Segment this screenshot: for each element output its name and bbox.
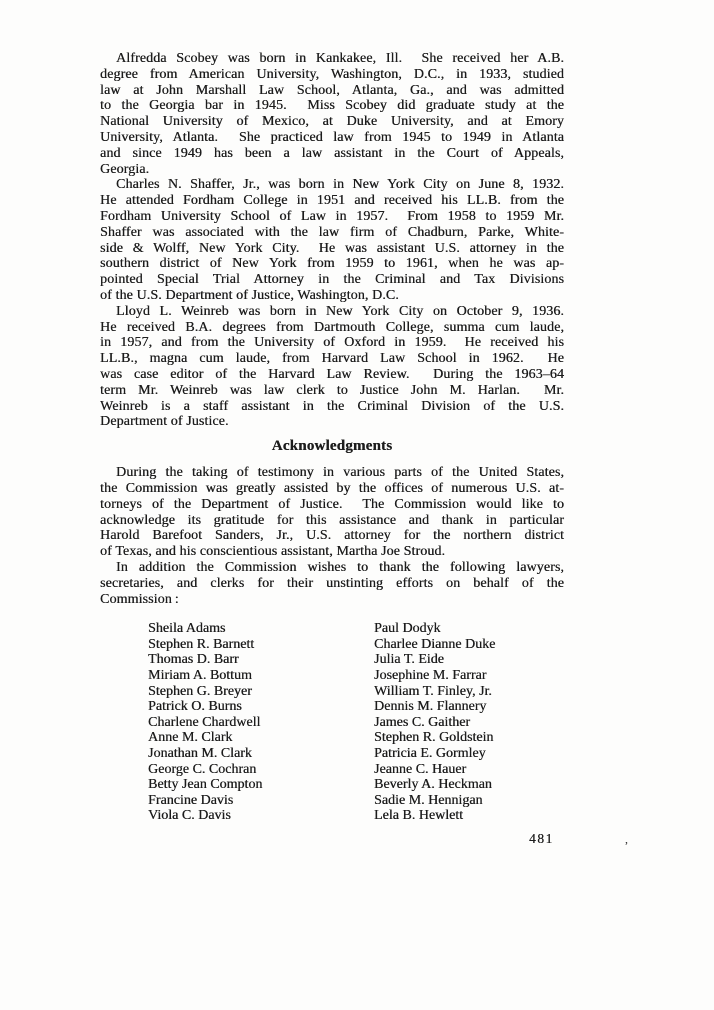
text-line: degree from American University, Washington, D.C., in 1933, studied	[100, 66, 564, 82]
person-name: Paul Dodyk	[374, 621, 441, 637]
person-name: Patricia E. Gormley	[374, 746, 486, 762]
thanks-intro	[100, 560, 564, 607]
text-line: of the U.S. Department of Justice, Washington, D.C.	[100, 287, 399, 303]
person-name: Jeanne C. Hauer	[374, 761, 467, 777]
text-line: the Commission was greatly assisted by the offices of numerous U.S. at-	[100, 480, 564, 496]
weinreb-biography	[100, 304, 564, 430]
person-name: Stephen R. Barnett	[148, 636, 255, 652]
person-name: Jonathan M. Clark	[148, 746, 252, 762]
text-line: law at John Marshall Law School, Atlanta, Ga., and was admitted	[100, 82, 564, 98]
text-line: was case editor of the Harvard Law Review. During the 1963–64	[100, 366, 564, 382]
text-line: and since 1949 has been a law assistant in the Court of Appeals,	[100, 145, 564, 161]
text-line: to the Georgia bar in 1945. Miss Scobey did graduate study at the	[100, 98, 564, 114]
person-name: James C. Gaither	[374, 714, 471, 730]
person-name: Charlee Dianne Duke	[374, 636, 496, 652]
text-line: Fordham University School of Law in 1957. From 1958 to 1959 Mr.	[100, 208, 564, 224]
person-name: Stephen R. Goldstein	[374, 730, 494, 746]
person-name: Beverly A. Heckman	[374, 777, 492, 793]
scan-artifact-mark: ,	[625, 832, 628, 846]
text-line: National University of Mexico, at Duke University, and at Emory	[100, 114, 564, 130]
person-name: Dennis M. Flannery	[374, 699, 487, 715]
text-line: acknowledge its gratitude for this assistance and thank in particular	[100, 512, 564, 528]
shaffer-biography	[100, 177, 564, 303]
names-column-left	[148, 621, 374, 824]
person-name: Sheila Adams	[148, 621, 226, 637]
text-line: In addition the Commission wishes to thank the following lawyers,	[116, 559, 564, 575]
person-name: Thomas D. Barr	[148, 652, 239, 668]
text-line: Alfredda Scobey was born in Kankakee, Ill. She received her A.B.	[116, 51, 564, 66]
biography-section	[100, 51, 564, 430]
text-line: University, Atlanta. She practiced law from 1945 to 1949 in Atlanta	[100, 129, 564, 145]
text-line: pointed Special Trial Attorney in the Criminal and Tax Divisions	[100, 272, 564, 288]
text-line: He attended Fordham College in 1951 and received his LL.B. from the	[100, 193, 564, 209]
text-line: Harold Barefoot Sanders, Jr., U.S. attorney for the northern district	[100, 528, 564, 544]
person-name: Lela B. Hewlett	[374, 808, 464, 824]
person-name: Sadie M. Hennigan	[374, 792, 483, 808]
text-line: southern district of New York from 1959 to 1961, when he was ap-	[100, 256, 564, 272]
scobey-biography	[100, 51, 564, 177]
text-line: side & Wolff, New York City. He was assistant U.S. attorney in the	[100, 240, 564, 256]
person-name: Viola C. Davis	[148, 808, 231, 824]
person-name: Anne M. Clark	[148, 730, 233, 746]
text-line: Commission :	[100, 591, 179, 607]
text-line: term Mr. Weinreb was law clerk to Justice John M. Harlan. Mr.	[100, 382, 564, 398]
person-name: Josephine M. Farrar	[374, 668, 487, 684]
text-line: secretaries, and clerks for their unstinting efforts on behalf of the	[100, 575, 564, 591]
text-line: of Texas, and his conscientious assistant, Martha Joe Stroud.	[100, 544, 446, 560]
acknowledgments-section	[100, 465, 564, 607]
person-name: Patrick O. Burns	[148, 699, 242, 715]
text-line: Department of Justice.	[100, 414, 229, 430]
person-name: George C. Cochran	[148, 761, 257, 777]
person-name: Stephen G. Breyer	[148, 683, 252, 699]
person-name: William T. Finley, Jr.	[374, 683, 492, 699]
text-line: He received B.A. degrees from Dartmouth College, summa cum laude,	[100, 319, 564, 335]
person-name: Julia T. Eide	[374, 652, 444, 668]
text-line: torneys of the Department of Justice. The Commission would like to	[100, 496, 564, 512]
text-line: Georgia.	[100, 161, 150, 177]
text-line: Charles N. Shaffer, Jr., was born in New York City on June 8, 1932.	[116, 177, 564, 193]
person-name: Miriam A. Bottum	[148, 668, 252, 684]
text-line: Lloyd L. Weinreb was born in New York City on October 9, 1936.	[116, 303, 564, 319]
commission-assistance	[100, 465, 564, 560]
person-name: Betty Jean Compton	[148, 777, 263, 793]
text-block	[100, 51, 564, 824]
acknowledgments-heading: Acknowledgments	[271, 438, 393, 455]
text-line: in 1957, and from the University of Oxford in 1959. He received his	[100, 335, 564, 351]
text-line: During the taking of testimony in various parts of the United States,	[116, 465, 564, 481]
text-line: Weinreb is a staff assistant in the Criminal Division of the U.S.	[100, 398, 564, 414]
person-name: Francine Davis	[148, 792, 234, 808]
text-line: Shaffer was associated with the law firm of Chadburn, Parke, White-	[100, 224, 564, 240]
page-number: 481	[529, 831, 554, 846]
person-name: Charlene Chardwell	[148, 714, 261, 730]
text-line: LL.B., magna cum laude, from Harvard Law School in 1962. He	[100, 351, 564, 367]
names-column-right	[374, 621, 495, 824]
thanked-names-list	[100, 621, 564, 824]
